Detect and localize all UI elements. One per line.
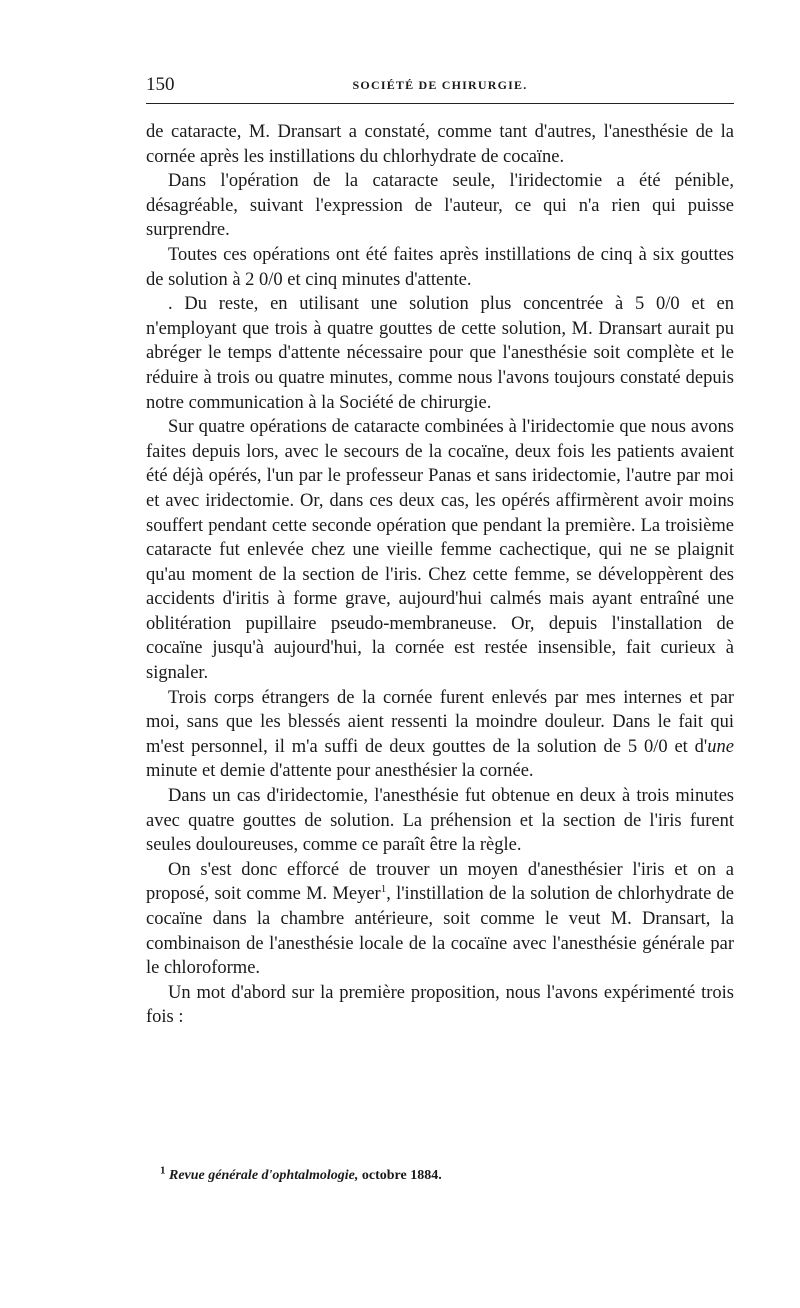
paragraph-9: Un mot d'abord sur la première proposition, nous l'avons expérimenté trois fois :: [146, 982, 734, 1028]
page-header: [146, 72, 734, 102]
paragraph-6-text-b: minute et demie d'attente pour anesthésier la cornée.: [146, 761, 534, 782]
paragraph-8-text-b: , l'instillation de la solution de chlorhydrate de cocaïne dans la chambre antérieure, soit comme le veut M. Dransart, la combinaison de l'anesthésie locale de la cocaïne avec l'anesthésie générale par le chloroforme.: [146, 884, 734, 979]
running-title: SOCIÉTÉ DE CHIRURGIE.: [352, 78, 528, 92]
footnote: [146, 1164, 748, 1184]
body-text: [146, 120, 734, 1030]
footnote-journal: Revue générale d'ophtalmologie,: [169, 1168, 359, 1183]
footnote-date: octobre 1884.: [358, 1168, 442, 1183]
paragraph-8-text-a: On s'est donc efforcé de trouver un moyen d'anesthésier l'iris et on a proposé, soit comme M. Meyer: [146, 859, 734, 905]
paragraph-6: [146, 686, 734, 784]
paragraph-6-italic: une: [707, 736, 734, 757]
header-rule: [146, 103, 734, 104]
paragraph-4: . Du reste, en utilisant une solution plus concentrée à 5 0/0 et en n'employant que trois à quatre gouttes de cette solution, M. Dransart aurait pu abréger le temps d'attente nécessaire pour que l'anesthésie soit complète et le réduire à trois ou quatre minutes, comme nous l'avons toujours constaté depuis notre communication à la Société de chirurgie.: [146, 294, 734, 413]
paragraph-3: Toutes ces opérations ont été faites après instillations de cinq à six gouttes de solution à 2 0/0 et cinq minutes d'attente.: [146, 244, 734, 290]
paragraph-2: Dans l'opération de la cataracte seule, l'iridectomie a été pénible, désagréable, suivant l'expression de l'auteur, ce qui n'a rien qui puisse surprendre.: [146, 171, 734, 241]
page-number: 150: [146, 74, 175, 95]
footnote-reference[interactable]: 1: [380, 883, 387, 896]
paragraph-7: Dans un cas d'iridectomie, l'anesthésie fut obtenue en deux à trois minutes avec quatre gouttes de solution. La préhension et la section de l'iris furent seules douloureuses, comme ce paraît être la règle.: [146, 786, 734, 856]
paragraph-5: Sur quatre opérations de cataracte combinées à l'iridectomie que nous avons faites depuis lors, avec le secours de la cocaïne, deux fois les patients avaient été déjà opérés, l'un par le professeur Panas et sans iridectomie, l'autre par moi et avec iridectomie. Or, dans ces deux cas, les opérés affirmèrent avoir moins souffert pendant cette seconde opération que pendant la première. La troisième cataracte fut enlevée chez une vieille femme cachectique, qui ne se plaignit qu'au moment de la section de l'iris. Chez cette femme, se développèrent des accidents d'iritis à forme grave, aujourd'hui calmés mais ayant entraîné une oblitération pupillaire pseudo-membraneuse. Or, depuis l'installation de cocaïne jusqu'à aujourd'hui, la cornée est restée insensible, fait curieux à signaler.: [146, 417, 734, 684]
paragraph-8: [146, 858, 734, 981]
paragraph-1: de cataracte, M. Dransart a constaté, comme tant d'autres, l'anesthésie de la cornée après les instillations du chlorhydrate de cocaïne.: [146, 122, 734, 167]
footnote-marker: 1: [160, 1164, 166, 1177]
paragraph-6-text-a: Trois corps étrangers de la cornée furent enlevés par mes internes et par moi, sans que les blessés aient ressenti la moindre douleur. Dans le fait qui m'est personnel, il m'a suffi de deux gouttes de la solution de 5 0/0 et d': [146, 687, 734, 757]
